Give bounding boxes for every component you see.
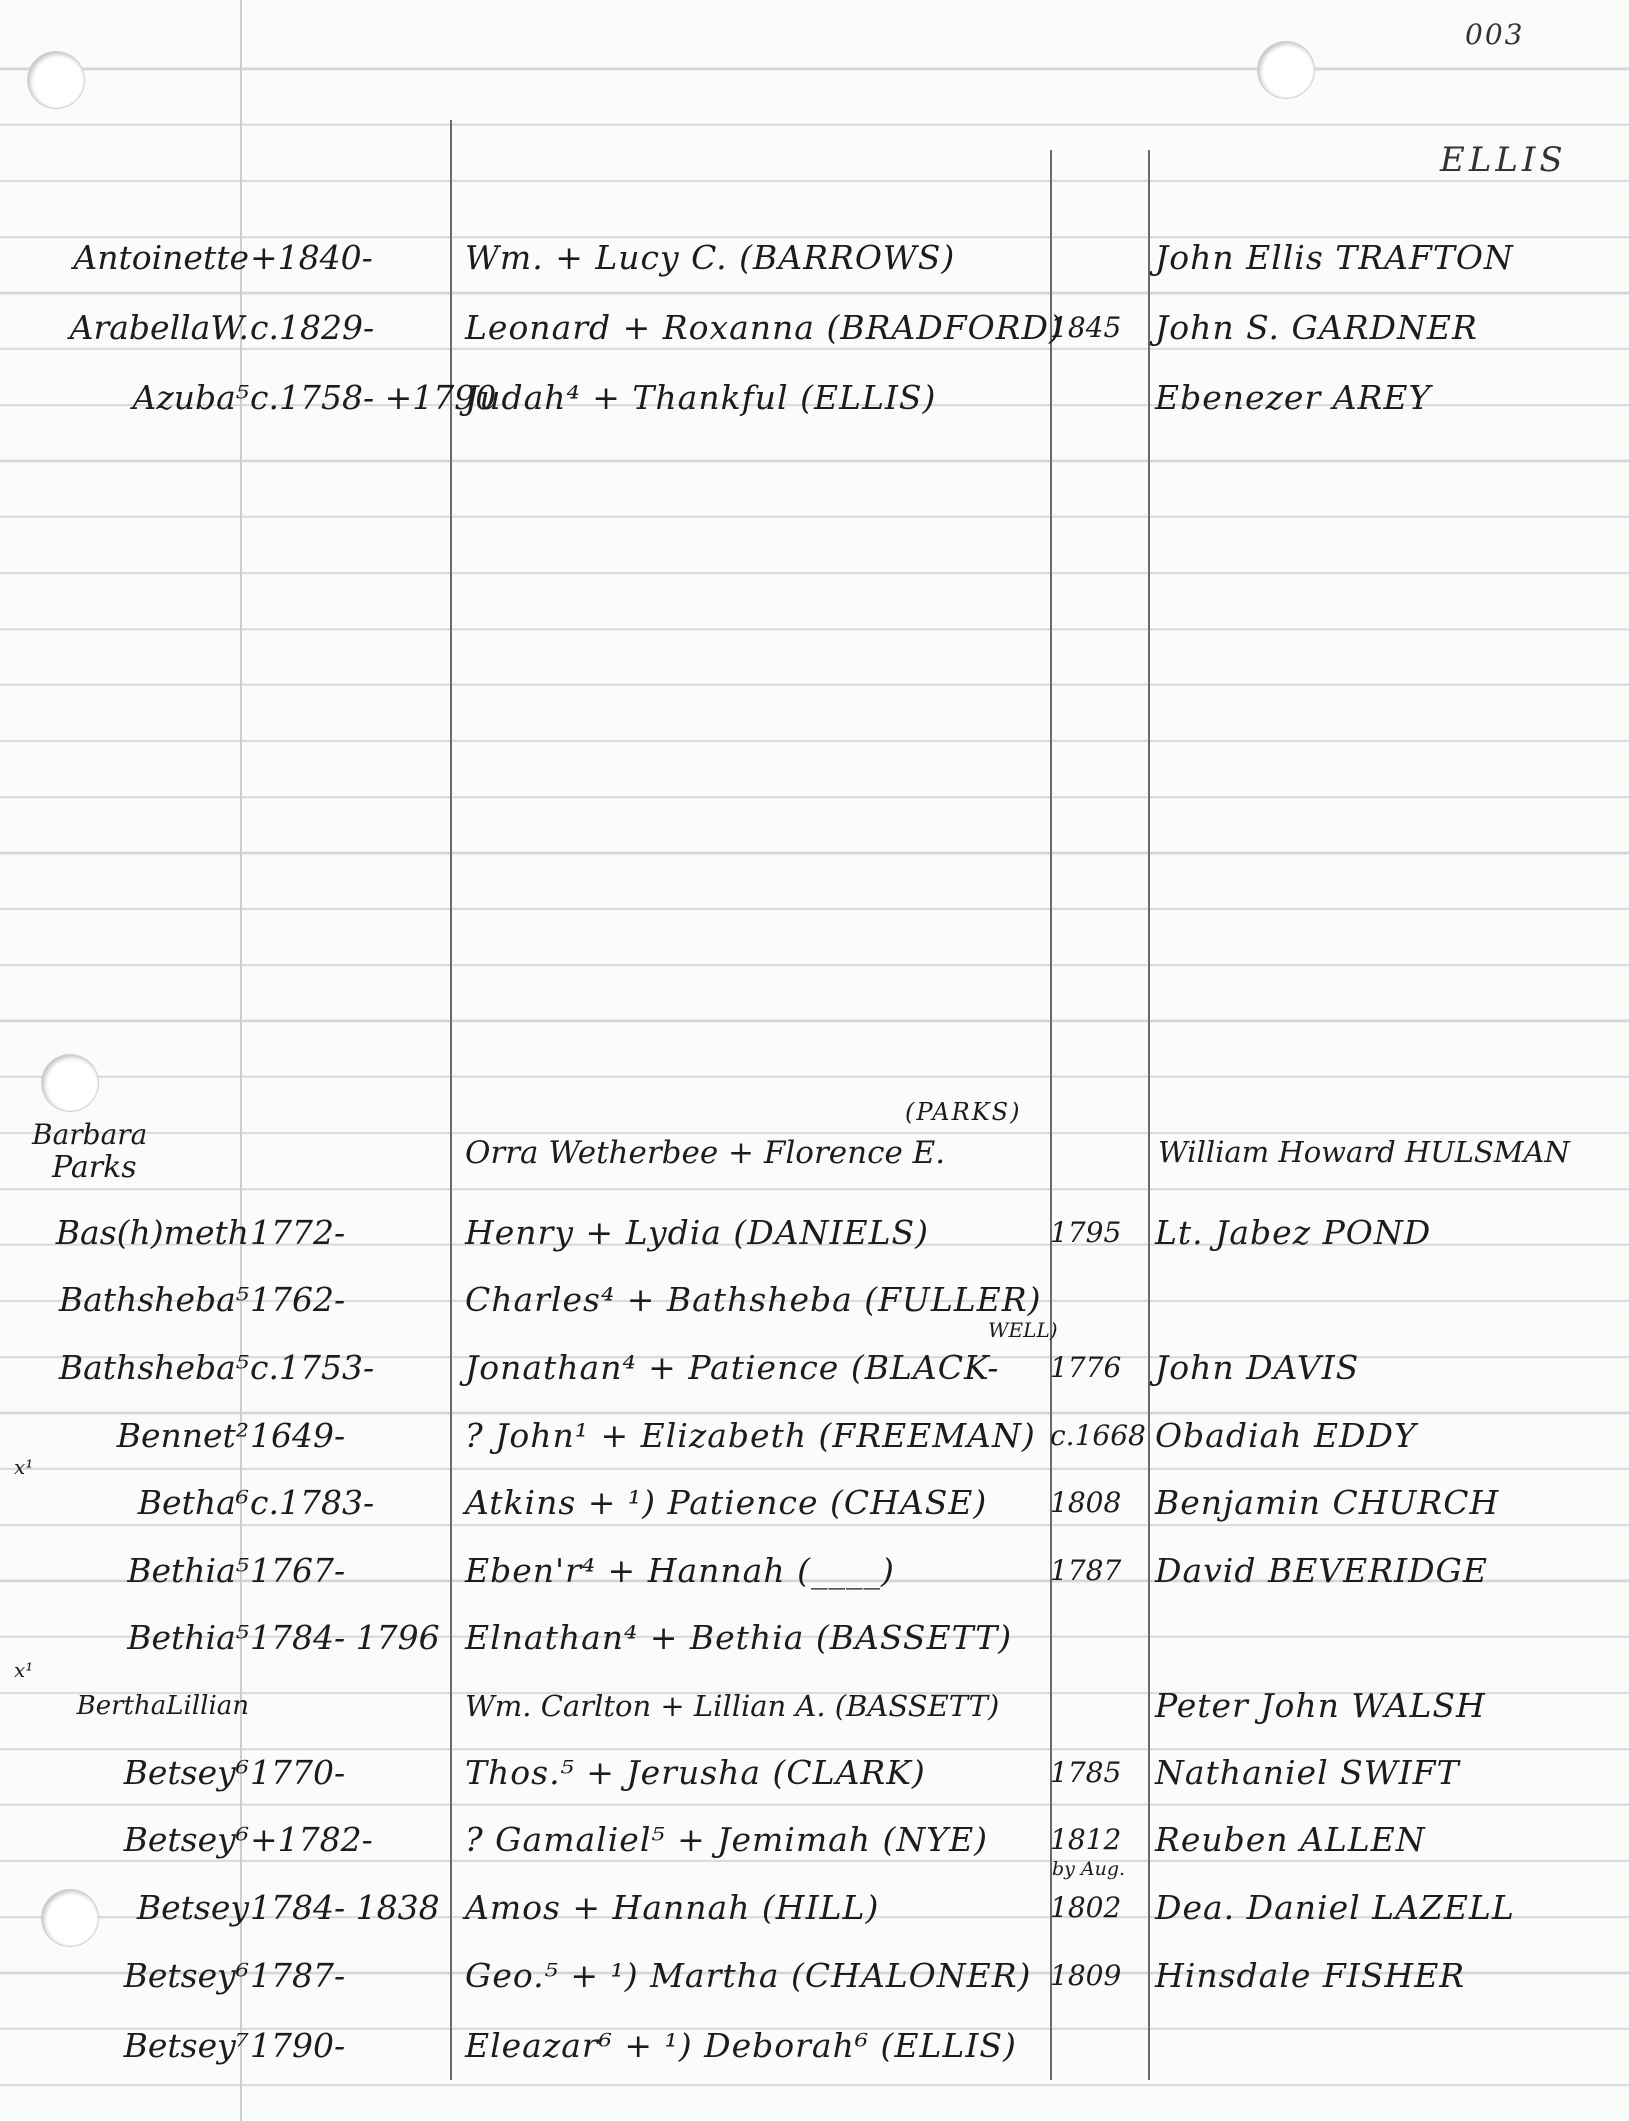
- entry-parents: ? John¹ + Elizabeth (FREEMAN): [465, 1416, 1036, 1455]
- entry-parents: Orra Wetherbee + Florence E.: [465, 1135, 946, 1171]
- entry-dates: 1772-: [250, 1213, 346, 1252]
- entry-row: [0, 1543, 1629, 1599]
- entry-parents: Atkins + ¹) Patience (CHASE): [465, 1483, 988, 1522]
- entry-spouse: Peter John WALSH: [1155, 1686, 1486, 1725]
- entry-dates: 1784- 1796: [250, 1618, 440, 1657]
- entry-parents: Jonathan⁴ + Patience (BLACK-: [465, 1348, 1000, 1387]
- entry-year: 1795: [1050, 1216, 1122, 1249]
- entry-parents: Wm. Carlton + Lillian A. (BASSETT): [465, 1689, 1000, 1723]
- entry-year: 1808: [1050, 1486, 1122, 1519]
- punch-hole-top: [28, 52, 84, 108]
- entry-name: Antoinette: [73, 238, 249, 277]
- entry-name: Bathsheba⁵: [58, 1348, 249, 1387]
- entry-year: c.1668: [1050, 1419, 1146, 1452]
- entry-spouse: Obadiah EDDY: [1155, 1416, 1417, 1455]
- entry-name: Bethia⁵: [127, 1618, 249, 1657]
- entry-year: 1802: [1050, 1891, 1122, 1924]
- entry-row: [0, 1205, 1629, 1261]
- entry-year: 1845: [1050, 311, 1122, 344]
- entry-year: 1776: [1050, 1351, 1122, 1384]
- entry-name: Betsey⁶: [123, 1820, 249, 1859]
- entry-row: [0, 1658, 1629, 1734]
- entry-name-line2: Parks: [52, 1150, 137, 1185]
- entry-row: [0, 1745, 1629, 1801]
- punch-hole-middle: [42, 1055, 98, 1111]
- entry-row: [0, 1408, 1629, 1464]
- entry-name: Betsey⁶: [123, 1753, 249, 1792]
- entry-spouse: John S. GARDNER: [1155, 308, 1478, 347]
- entry-parents: Eben'r⁴ + Hannah (____): [465, 1551, 895, 1590]
- entry-dates: 1762-: [250, 1280, 346, 1319]
- entry-dates: 1770-: [250, 1753, 346, 1792]
- entry-spouse: Reuben ALLEN: [1155, 1820, 1426, 1859]
- entry-name: Bathsheba⁵: [58, 1280, 249, 1319]
- entry-parents: Judah⁴ + Thankful (ELLIS): [465, 378, 937, 417]
- entry-spouse: Dea. Daniel LAZELL: [1155, 1888, 1515, 1927]
- entry-dates: 1767-: [250, 1551, 346, 1590]
- entry-row: [0, 1610, 1629, 1666]
- entry-spouse: John DAVIS: [1155, 1348, 1360, 1387]
- entry-name: Betsey⁷: [123, 2026, 249, 2065]
- page-number: 003: [1465, 18, 1525, 51]
- entry-parents: Thos.⁵ + Jerusha (CLARK): [465, 1753, 926, 1792]
- entry-row: [0, 1812, 1629, 1868]
- entry-spouse: David BEVERIDGE: [1155, 1551, 1488, 1590]
- entry-dates: +1782-: [250, 1820, 373, 1859]
- year-note: by Aug.: [1052, 1858, 1126, 1880]
- entry-dates: 1790-: [250, 2026, 346, 2065]
- entry-name: Bas(h)meth: [55, 1213, 249, 1252]
- entry-spouse: Hinsdale FISHER: [1155, 1956, 1466, 1995]
- entry-name: ArabellaW.: [69, 308, 249, 347]
- entry-parents: Wm. + Lucy C. (BARROWS): [465, 238, 956, 277]
- entry-parents: Leonard + Roxanna (BRADFORD): [465, 308, 1063, 347]
- entry-parents-note: (PARKS): [905, 1098, 1022, 1126]
- entry-spouse: Ebenezer AREY: [1155, 378, 1432, 417]
- entry-year: 1787: [1050, 1554, 1122, 1587]
- entry-name-line1: Barbara: [32, 1118, 148, 1151]
- entry-parents: Eleazar⁶ + ¹) Deborah⁶ (ELLIS): [465, 2026, 1017, 2065]
- entry-dates: 1649-: [250, 1416, 346, 1455]
- entry-dates: +1840-: [250, 238, 373, 277]
- entry-parents: Charles⁴ + Bathsheba (FULLER): [465, 1280, 1042, 1319]
- entry-dates: c.1758- +1790: [250, 378, 497, 417]
- entry-spouse: Lt. Jabez POND: [1155, 1213, 1432, 1252]
- entry-parents: Henry + Lydia (DANIELS): [465, 1213, 929, 1252]
- entry-parents: Geo.⁵ + ¹) Martha (CHALONER): [465, 1956, 1032, 1995]
- entry-name: Bethia⁵: [127, 1551, 249, 1590]
- entry-parents: Elnathan⁴ + Bethia (BASSETT): [465, 1618, 1013, 1657]
- surname-heading: ELLIS: [1440, 140, 1567, 180]
- entry-row: [0, 1948, 1629, 2004]
- punch-hole-upper-right: [1258, 42, 1314, 98]
- entry-row: [0, 2018, 1629, 2074]
- entry-spouse: Benjamin CHURCH: [1155, 1483, 1500, 1522]
- entry-parents: Amos + Hannah (HILL): [465, 1888, 880, 1927]
- entry-spouse: Nathaniel SWIFT: [1155, 1753, 1460, 1792]
- entry-dates: c.1829-: [250, 308, 375, 347]
- entry-parents: ? Gamaliel⁵ + Jemimah (NYE): [465, 1820, 989, 1859]
- parents-continuation-note: WELL): [988, 1318, 1058, 1342]
- entry-row: [0, 300, 1629, 356]
- entry-name: Betsey⁶: [123, 1956, 249, 1995]
- entry-year: 1809: [1050, 1959, 1122, 1992]
- entry-row: [0, 370, 1629, 426]
- entry-mark: x¹: [14, 1658, 34, 1682]
- entry-mark: x¹: [14, 1455, 34, 1479]
- entry-row: [0, 1455, 1629, 1531]
- entry-dates: c.1783-: [250, 1483, 375, 1522]
- entry-spouse: John Ellis TRAFTON: [1155, 238, 1514, 277]
- entry-dates: 1787-: [250, 1956, 346, 1995]
- entry-dates: c.1753-: [250, 1348, 375, 1387]
- entry-spouse: William Howard HULSMAN: [1158, 1135, 1570, 1169]
- entry-row: [0, 1880, 1629, 1936]
- entry-row: [0, 1272, 1629, 1328]
- entry-name: Betha⁶: [137, 1483, 249, 1522]
- entry-name: Bennet²: [116, 1416, 249, 1455]
- entry-name: Azuba⁵: [132, 378, 249, 417]
- entry-dates: 1784- 1838: [250, 1888, 440, 1927]
- entry-name: Betsey: [136, 1888, 249, 1927]
- entry-row: [0, 230, 1629, 286]
- entry-name: BerthaLillian: [76, 1691, 249, 1721]
- entry-year: 1812: [1050, 1823, 1122, 1856]
- entry-row: [0, 1340, 1629, 1396]
- entry-year: 1785: [1050, 1756, 1122, 1789]
